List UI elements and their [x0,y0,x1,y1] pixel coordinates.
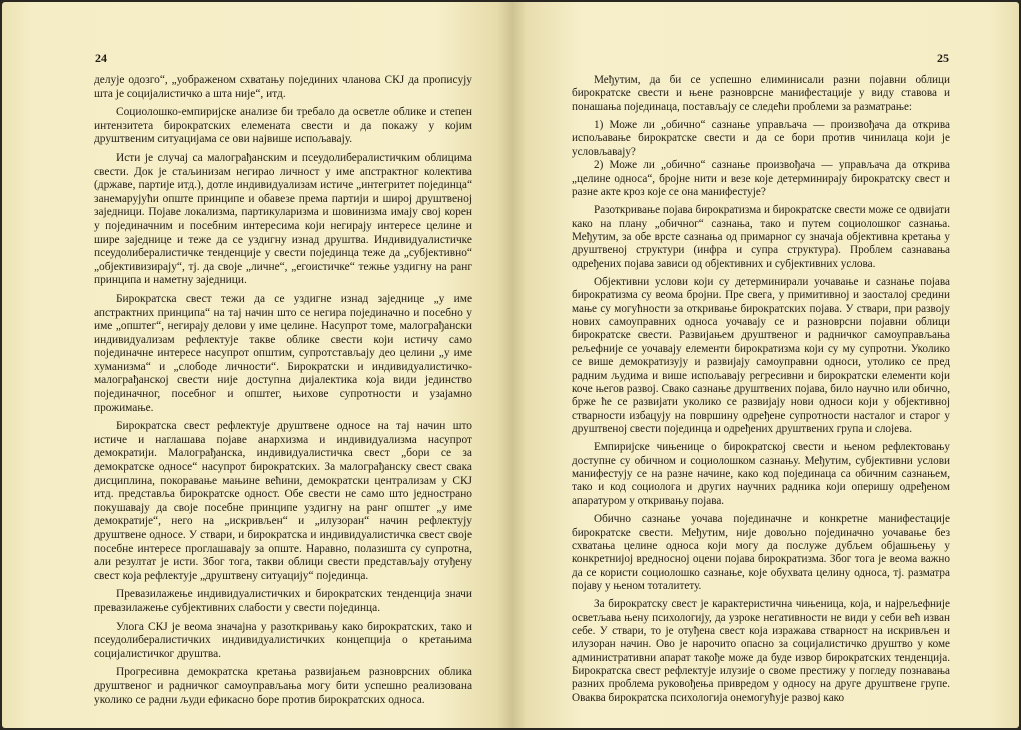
paragraph: Улога СКЈ је веома значајна у разоткривању како бирократских, тако и псеудолибералистичких индивидуалистичких концепција о кретањима социјалистичког друштва. [94,620,472,660]
paragraph: Објективни услови који су детерминирали уочавање и сазнање појава бирократизма су веома бројни. Пре свега, у примитивној и заосталој средини мање су могућности за откривање бирократских појава. У ствари, при развоју нових самоуправних односа уочавају се и разноврсни појавни облици бирократске свести. Развијањем друштвеног и радничког самоуправљања рељефније се уочавају елементи бирократизма који су му супротни. Уколико се више демократизују и развијају самоуправни односи, утолико се пред радним људима и више испољавају регресивни и бирократски елементи који коче његов развој. Свако сазнање друштвених појава, било научно или обично, брже ће се развијати уколико се развијају нови односи који у објективној стварности избацују на површину одређене супротности насталог и старог у друштвеној свести појединца и одређених друштвених група и слојева. [572,276,950,435]
paragraph: 1) Може ли „обично“ сазнање управљача — произвођача да открива испољавање бирократске свести и да се бори против чинилаца који је условљавају? [572,119,950,158]
left-page [2,2,512,728]
paragraph: Бирократска свест рефлектује друштвене односе на тај начин што истиче и наглашава појаве анархизма и индивидуализма насупрот демократији. Малограђанска, индивидуалистичка свест „бори се за демократске односе“ насупрот бирократских. За малограђанску свест свака дисциплина, покоравање мањине већини, демократски централизам у СКЈ итд. представља бирократске одност. Обе свести не само што једнострано покушавају да своје посебне принципе уздигну на ранг општег „у име демократије“, него на „искривљен“ и „илузоран“ начин рефлектују друштвене односе. У ствари, и бирократска и индивидуалистичка свест своје посебне интересе проглашавају за опште. Наравно, полазишта су супротна, али резултат је исти. Због тога, такви облици свести представљају отуђену свест која рефлектује „друштвену ситуацију“ појединца. [94,420,472,582]
paragraph: Разоткривање појава бирократизма и бирократске свести може се одвијати како на плану „обичног“ сазнања, тако и путем социолошког сазнања. Међутим, за обе врсте сазнања од примарног су значаја објективна кретања у друштвеној структури (инфра и супра структура). Проблем сазнавања одређених појава зависи од објективних и субјективних услова. [572,204,950,270]
paragraph: Исти је случај са малограђанским и псеудолибералистичким облицима свести. Док је стаљинизам негирао личност у име апстрактног колектива (државе, партије итд.), дотле индивидуализам истиче „интегритет појединца“ занемарујући опште принципе и обавезе према партији и широј друштвеној заједници. Појаве локализма, партикуларизма и шовинизма имају свој корен у појединачним и посебним интересима који негирају интересе целине и шире заједнице и теже да се уздигну изнад друштва. Индивидуалистичке псеудолибералистичке тенденције у свести појединца теже да „субјективно“ „објективизирају“, тј. да своје „личне“, „егоистичке“ тежње уздигну на ранг принципа и наметну заједници. [94,151,472,287]
paragraph: делује одозго“, „уображеном схватању појединих чланова СКЈ да прописују шта је социјалистичко а шта није“, итд. [94,74,472,100]
page-body [572,74,950,710]
page-body [94,74,472,712]
paragraph: 2) Може ли „обично“ сазнање произвођача — управљача да открива „целине односа“, бројне нити и везе које детерминирају бирократску свест и разне акте кроз које се она манифестује? [572,159,950,198]
paragraph: За бирократску свест је карактеристична чињеница, која, и најрељефније осветљава њену психологију, да узроке негативности не види у себи већ изван себе. У ствари, то је отуђена свест која изражава стварност на искривљен и илузоран начин. Ово је нарочито опасно за социјалистичко друштво у коме административни апарат такође може да буде извор бирократских тенденција. Бирократска свест рефлектује илузије о своме престижу у погледу познавања разних проблема руковођења привредом у односу на друге друштвене групе. Оваква бирократска психологија онемогућује развој како [572,598,950,704]
paragraph: Прогресивна демократска кретања развијањем разноврсних облика друштвеног и радничког самоуправљања могу бити успешно реализована уколико се радни људи ефикасно боре против бирократских односа. [94,666,472,706]
book-spread [2,2,1019,728]
paragraph: Бирократска свест тежи да се уздигне изнад заједнице „у име апстрактних принципа“ на тај начин што се негира појединачно и посебно у име „општег“, негирају делови у име целине. Насупрот томе, малограђански индивидуализам рефлектује такве облике свести који истичу само појединачне интересе насупрот општим, супротстављају део целини „у име хуманизма“ и „слободе личности“. Бирократски и индивидуалистичко-малограђанској свести није доступна дијалектика која види јединство појединачног, посебног и општег, њихове супротности и узајамно прожимање. [94,292,472,414]
page-number: 24 [95,51,107,65]
paragraph: Међутим, да би се успешно елиминисали разни појавни облици бирократске свести и њене разноврсне манифестације у виду ставова и понашања појединаца, постављају се следећи проблеми за разматрање: [572,74,950,113]
paragraph: Социолошко-емпиријске анализе би требало да осветле облике и степен интензитета бирократских елемената свести и да покажу у којим друштвеним ситуацијама се ови највише испољавају. [94,106,472,146]
page-number: 25 [937,51,949,65]
paragraph: Превазилажење индивидуалистичких и бирократских тенденција значи превазилажење субјективних слабости у свести појединца. [94,588,472,614]
paragraph: Обично сазнање уочава појединачне и конкретне манифестације бирократске свести. Међутим, није довољно појединачно уочавање без схватања целине односа који могу да послуже дубљем објашњењу у конкретнијој вредносној оцени појава бирократизма. Због тога је веома важно да се користи социолошко сазнање, које обухвата целину односа, тј. разматра појаву у њеном тоталитету. [572,513,950,592]
paragraph: Емпиријске чињенице о бирократској свести и њеном рефлектовању доступне су обичном и социолошком сазнању. Међутим, субјективни услови манифестују се на разне начине, како код појединаца са обичним сазнањем, тако и код социолога и других научних радника који оперишу одређеном апаратуром у откривању појава. [572,441,950,507]
right-page [512,2,1019,728]
